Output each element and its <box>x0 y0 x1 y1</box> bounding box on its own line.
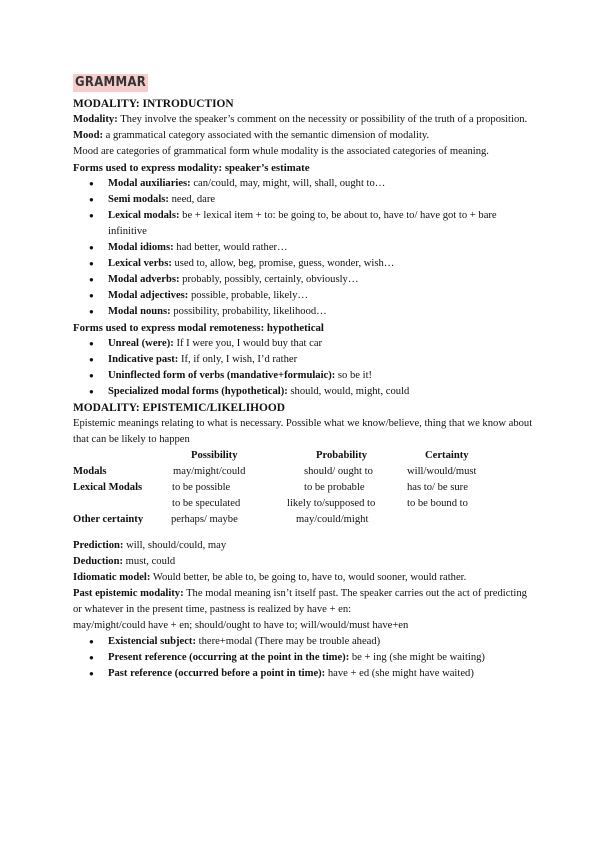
modality-table <box>73 448 533 528</box>
table-header: Certainty <box>425 450 469 461</box>
list-item: ● Modal adverbs: probably, possibly, certainly, obviously… <box>108 272 533 288</box>
forms2-heading: Forms used to express modal remoteness: hypothetical <box>73 322 324 334</box>
list-item: ● Unreal (were): If I were you, I would buy that car <box>108 336 533 352</box>
past-list <box>73 634 533 682</box>
table-cell: has to/ be sure <box>407 482 468 493</box>
table-row-label: Other certainty <box>73 514 144 525</box>
list-item: ● Existencial subject: there+modal (There may be trouble ahead) <box>108 634 533 650</box>
list-item: ● Modal nouns: possibility, probability, likelihood… <box>108 304 533 320</box>
table-cell: likely to/supposed to <box>287 498 376 509</box>
title-modality-intro: MODALITY: INTRODUCTION <box>73 98 234 110</box>
mood-definition: Mood: a grammatical category associated with the semantic dimension of modality. <box>73 130 430 141</box>
table-header: Possibility <box>191 450 238 461</box>
list-item: ● Present reference (occurring at the point in the time): be + ing (she might be waiting) <box>108 650 533 666</box>
table-row-label: Lexical Modals <box>73 482 143 493</box>
prediction-line: Prediction: will, should/could, may <box>73 540 227 551</box>
table-cell: may/might/could <box>173 466 246 477</box>
table-cell: to be speculated <box>172 498 241 509</box>
table-cell: perhaps/ maybe <box>171 514 238 525</box>
epistemic-intro: Epistemic meanings relating to what is necessary. Possible what we know/believe, thing that we know about that can be likely to happen <box>73 418 533 445</box>
list-item: ● Specialized modal forms (hypothetical): should, would, might, could <box>108 384 533 400</box>
forms2-list <box>73 336 533 400</box>
table-cell: may/could/might <box>296 514 369 525</box>
list-item: ● Lexical modals: be + lexical item + to: be going to, be about to, have to/ have got to + bare infinitive <box>108 208 533 240</box>
list-item: ● Modal adjectives: possible, probable, likely… <box>108 288 533 304</box>
table-cell: will/would/must <box>407 466 477 477</box>
list-item: ● Indicative past: If, if only, I wish, I’d rather <box>108 352 533 368</box>
forms1-heading: Forms used to express modality: speaker’s estimate <box>73 162 310 174</box>
table-cell: should/ ought to <box>304 466 373 477</box>
list-item: ● Semi modals: need, dare <box>108 192 533 208</box>
past-epistemic-forms: may/might/could have + en; should/ought to have to; will/would/must have+en <box>73 620 409 631</box>
forms1-list <box>73 176 533 320</box>
table-cell: to be probable <box>304 482 365 493</box>
grammar-header: GRAMMAR <box>75 75 147 90</box>
title-epistemic: MODALITY: EPISTEMIC/LIKELIHOOD <box>73 402 285 414</box>
deduction-line: Deduction: must, could <box>73 556 176 567</box>
past-epistemic-line: Past epistemic modality: The modal meaning isn’t itself past. The speaker carries out the act of predicting or whatever in the present time, pastness is realized by have + en: <box>73 588 527 615</box>
list-item: ● Uninflected form of verbs (mandative+formulaic): so be it! <box>108 368 533 384</box>
table-cell: to be possible <box>172 482 231 493</box>
list-item: ● Lexical verbs: used to, allow, beg, promise, guess, wonder, wish… <box>108 256 533 272</box>
section-header <box>73 74 533 96</box>
table-header: Probability <box>316 450 368 461</box>
mood-note: Mood are categories of grammatical form whule modality is the associated categories of meaning. <box>73 146 489 157</box>
list-item: ● Modal idioms: had better, would rather… <box>108 240 533 256</box>
idiomatic-line: Idiomatic model: Would better, be able to, be going to, have to, would sooner, would rather. <box>73 572 467 583</box>
modality-definition: Modality: They involve the speaker’s comment on the necessity or possibility of the truth of a proposition. <box>73 114 528 125</box>
list-item: ● Modal auxiliaries: can/could, may, might, will, shall, ought to… <box>108 176 533 192</box>
table-cell: to be bound to <box>407 498 468 509</box>
table-row-label: Modals <box>73 466 107 477</box>
list-item: ● Past reference (occurred before a point in time): have + ed (she might have waited) <box>108 666 533 682</box>
document-page <box>73 74 533 682</box>
